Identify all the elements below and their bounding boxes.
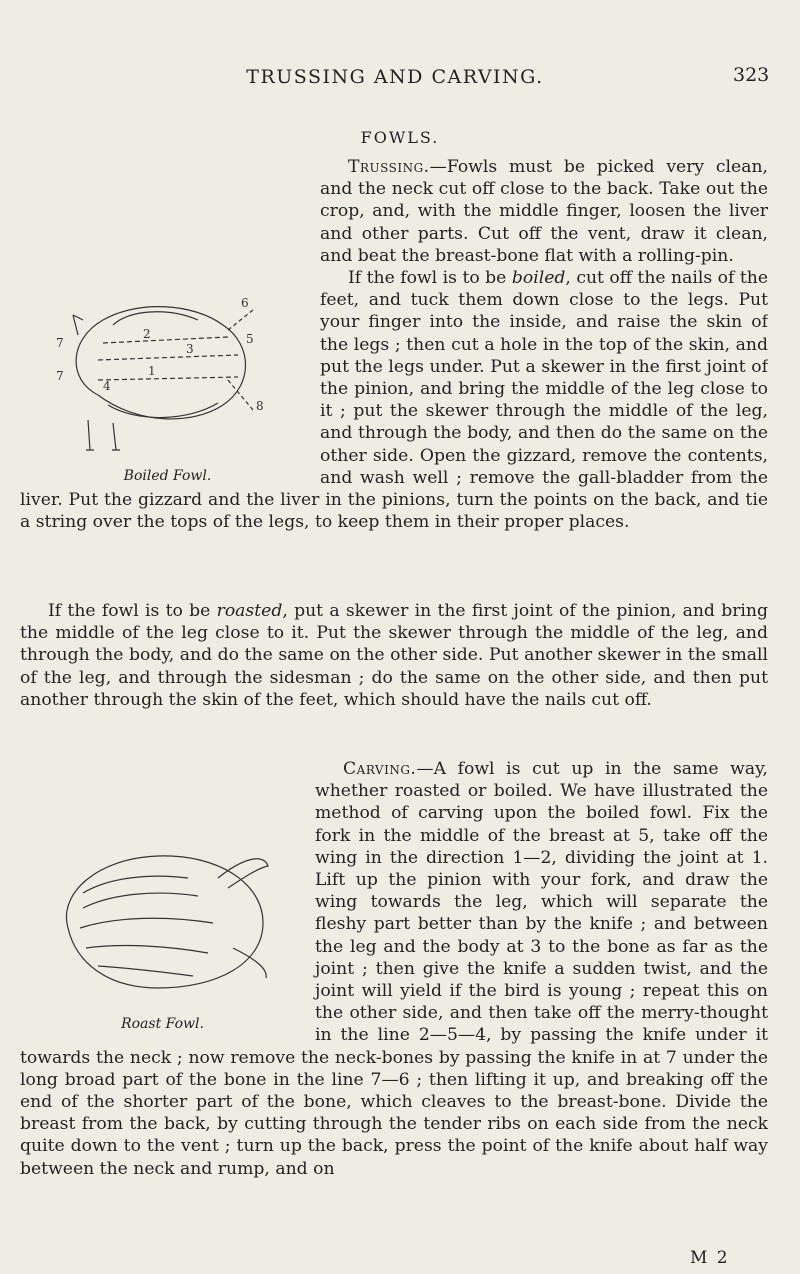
page-number: 323: [733, 64, 770, 86]
fig-label-8: 8: [255, 399, 264, 413]
fig-label-1: 1: [147, 364, 156, 378]
fig-label-5: 5: [245, 332, 254, 346]
carving-section: [20, 758, 768, 1248]
trussing-paragraph-1: Trussing.—Fowls must be picked very clean, and the neck cut off close to the back. Take out the crop, and, with the middle finger, loosen the liver and other parts. Cut off the vent, draw it clean, and beat the breast-bone flat with a rolling-pin.: [320, 157, 768, 266]
signature-mark: M 2: [690, 1248, 730, 1268]
roast-fowl-caption: Roast Fowl.: [121, 1016, 204, 1032]
trussing-paragraph-roasted: If the fowl is to be roasted, put a skewer in the first joint of the pinion, and bring the middle of the leg close to it. Put the skewer through the middle of the leg, and through the body, and do the same on the other side. Put another skewer in the small of the leg, and through the sidesman ; do the same on the other side, and then put another through the skin of the feet, which should have the nails cut off.: [20, 601, 768, 710]
boiled-fowl-figure: [20, 285, 315, 484]
section-title: FOWLS.: [360, 128, 440, 147]
running-head: TRUSSING AND CARVING.: [246, 66, 544, 88]
fig-label-4: 4: [102, 379, 111, 393]
trussing-paragraph-boiled: If the fowl is to be boiled, cut off the nails of the feet, and tuck them down close to the legs. Put your finger into the inside, and raise the skin of the legs ; then cut a hole in the top of the skin, and put the legs under. Put a skewer in the first joint of the pinion, and bring the middle of the leg close to it ; put the skewer through the middle of the leg, and through the body, and then do the same on the other side. Open the gizzard, remove the contents, and wash well ; remove the gall-bladder from the liver. Put the gizzard and the liver in the pinions, turn the points on the back, and tie a string over the tops of the legs, to keep them in their proper places.: [20, 268, 768, 533]
fig-label-3: 3: [185, 342, 194, 356]
fig-label-7b: 7: [55, 369, 64, 383]
fig-label-2: 2: [142, 327, 151, 341]
boiled-fowl-caption: Boiled Fowl.: [123, 468, 212, 484]
fig-label-7a: 7: [55, 336, 64, 350]
fig-label-6: 6: [240, 296, 249, 310]
carving-paragraph: Carving.—A fowl is cut up in the same way, whether roasted or boiled. We have illustrated the method of carving upon the boiled fowl. Fix the fork in the middle of the breast at 5, take off the wing in the direction 1—2, dividing the joint at 1. Lift up the pinion with your fork, and draw the wing towards the leg, which will separate the fleshy part better than by the knife ; and between the leg and the body at 3 to the bone as far as the joint ; then give the knife a sudden twist, and the joint will yield if the bird is young ; repeat this on the other side, and then take off the merry-thought in the line 2—5—4, by passing the knife under it towards the neck ; now remove the neck-bones by passing the knife in at 7 under the long broad part of the bone in the line 7—6 ; then lifting it up, and breaking off the end of the shorter part of the bone, which cleaves to the breast-bone. Divide the breast from the back, by cutting through the tender ribs on each side from the neck quite down to the vent ; turn up the back, press the point of the knife about half way between the neck and rump, and on: [20, 759, 768, 1179]
trussing-lead: Trussing.: [348, 157, 430, 177]
carving-lead: Carving.: [343, 759, 417, 779]
trussing-roasted-block: [20, 600, 768, 756]
boiled-fowl-illustration: [28, 285, 308, 460]
